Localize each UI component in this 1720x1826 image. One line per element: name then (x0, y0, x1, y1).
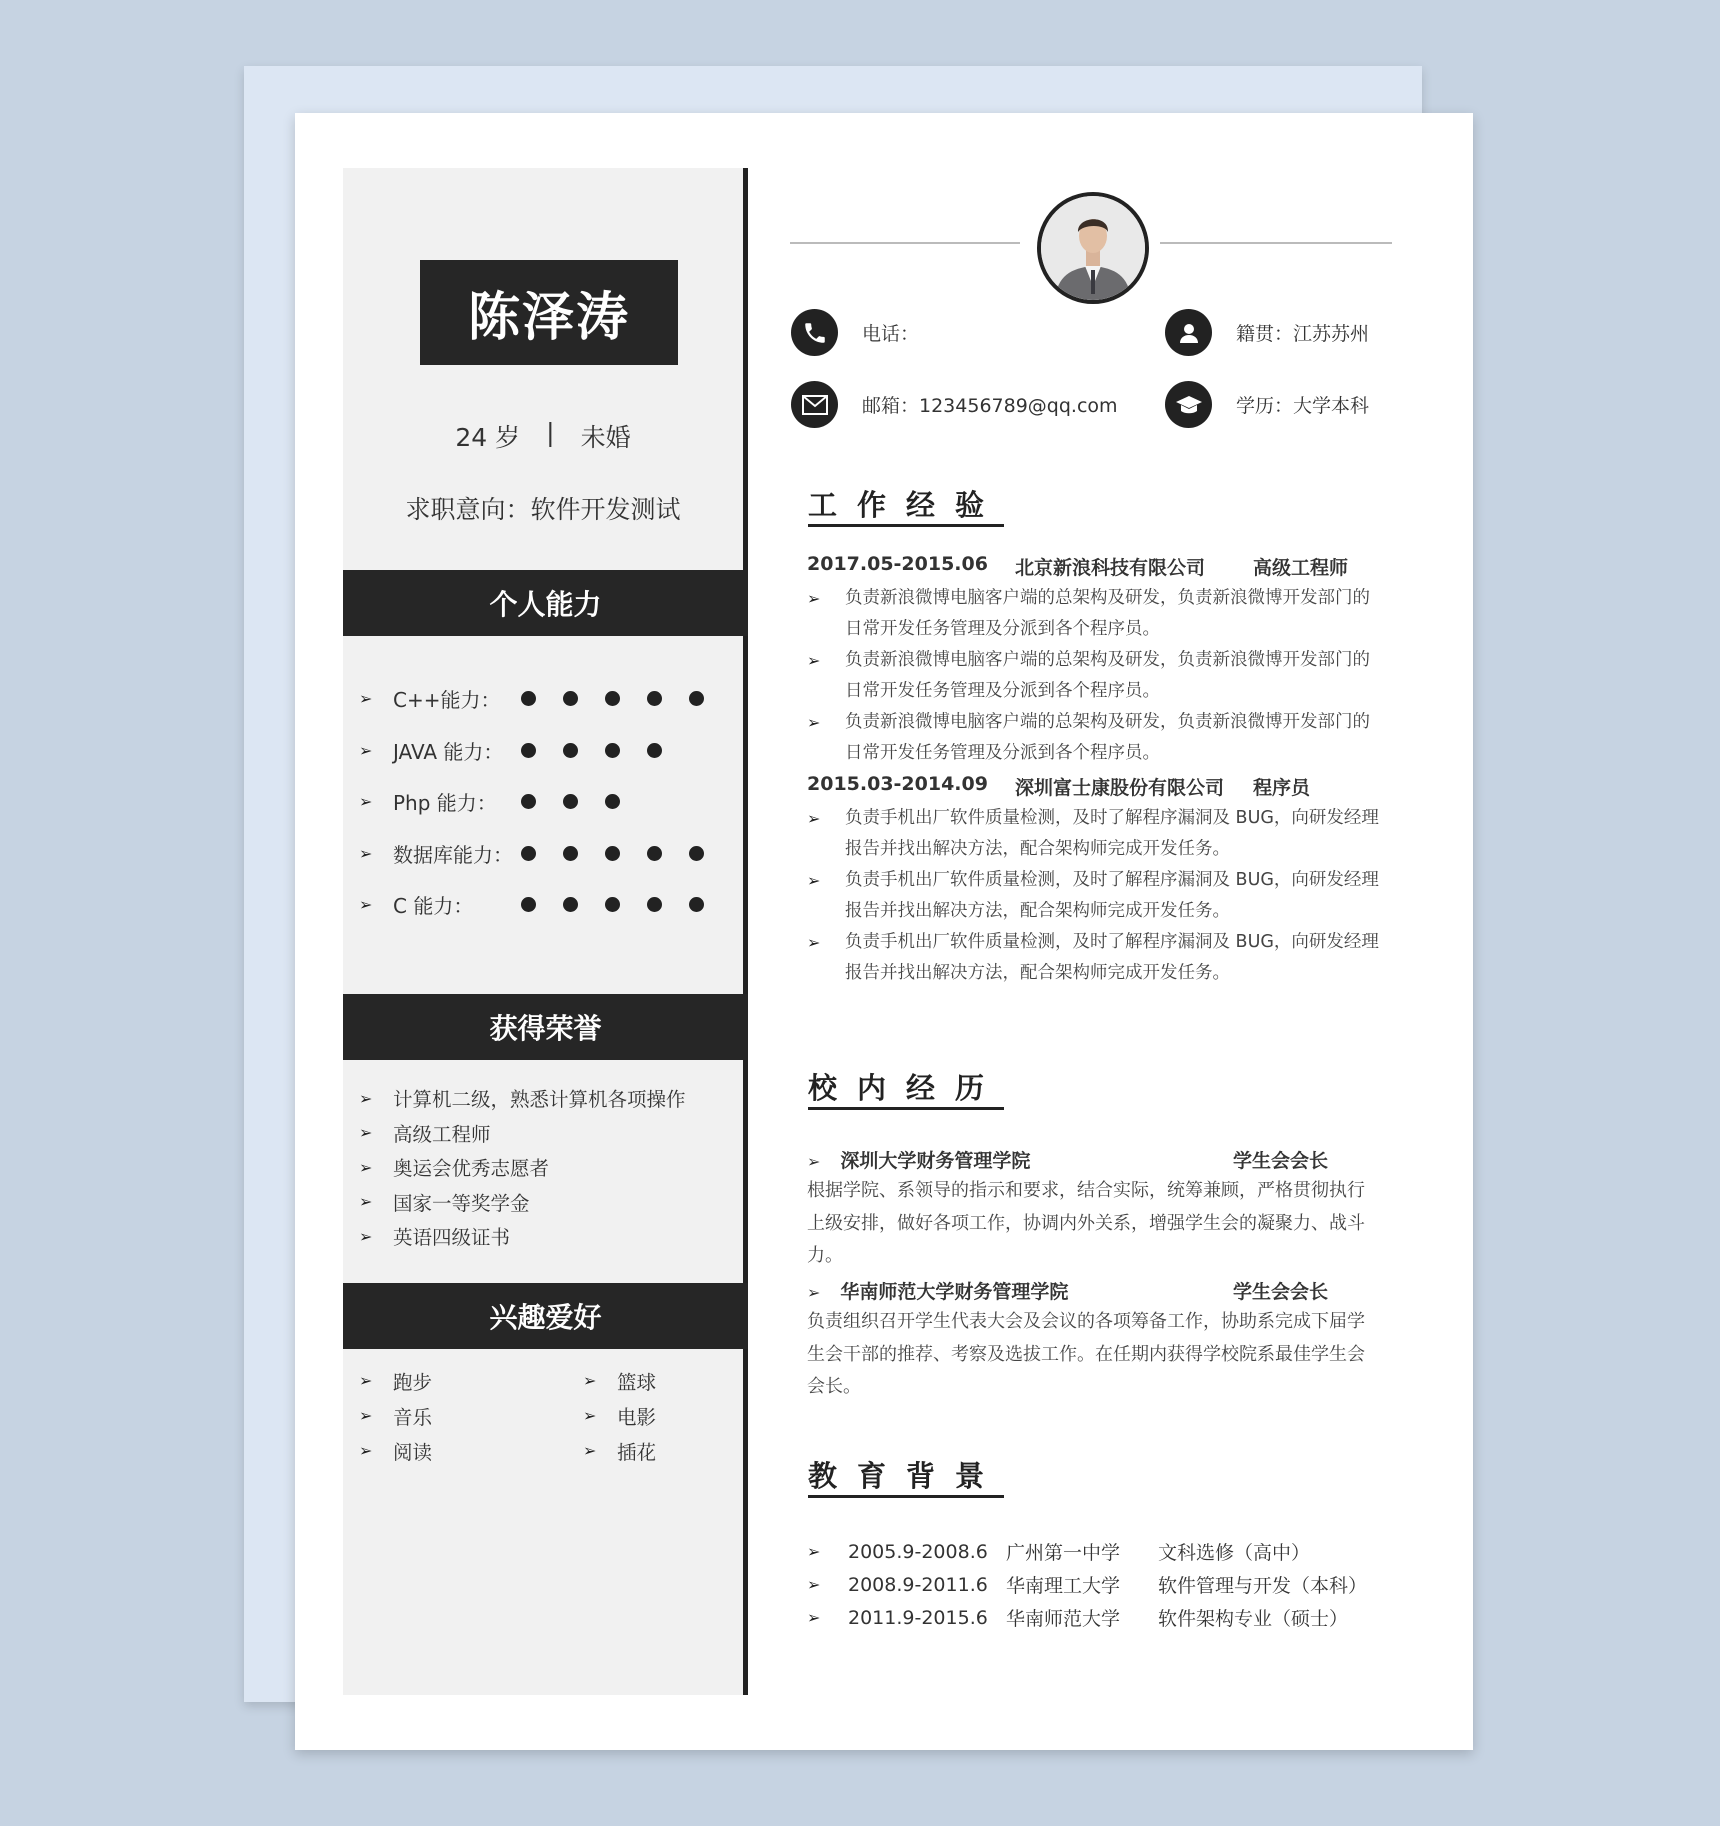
skill-label: C++能力： (393, 688, 501, 713)
job-company: 深圳富士康股份有限公司 (1015, 777, 1225, 799)
honors-header: 获得荣誉 (343, 994, 748, 1060)
user-icon (1165, 309, 1212, 356)
skill-dot (521, 743, 536, 758)
arrow-icon: ➢ (807, 871, 821, 890)
edu-row (807, 1601, 1407, 1634)
skill-label: JAVA 能力： (393, 739, 504, 764)
edu-period: 2005.9-2008.6 (848, 1540, 988, 1563)
campus-org: 深圳大学财务管理学院 (840, 1150, 1031, 1172)
honor-item (359, 1219, 739, 1254)
hobby-text: 电影 (617, 1405, 657, 1429)
skill-dot (521, 897, 536, 912)
skill-dot (647, 897, 662, 912)
hobby-item (583, 1363, 733, 1398)
edu-major: 软件管理与开发（本科） (1158, 1575, 1368, 1597)
skill-dot (521, 846, 536, 861)
contact-hometown (1165, 309, 1369, 356)
skill-dots (521, 846, 704, 861)
arrow-icon: ➢ (583, 1406, 597, 1425)
hobbies-list (359, 1363, 739, 1468)
arrow-icon: ➢ (359, 792, 373, 812)
campus-role: 学生会会长 (1233, 1150, 1329, 1172)
bullet-text: 负责手机出厂软件质量检测，及时了解程序漏洞及 BUG，向研发经理报告并找出解决方法，配合架构师完成开发任务。 (845, 870, 1379, 921)
edu-title: 教育背景 (808, 1457, 1004, 1498)
bullet-text: 负责新浪微博电脑客户端的总架构及研发，负责新浪微博开发部门的日常开发任务管理及分派到各个程序员。 (845, 650, 1370, 701)
arrow-icon: ➢ (807, 589, 821, 608)
arrow-icon: ➢ (359, 1441, 373, 1460)
person-photo-icon (1041, 196, 1145, 300)
job-header (807, 773, 1310, 800)
skill-dot (563, 691, 578, 706)
job-bullet (807, 645, 1387, 707)
honor-item (359, 1185, 739, 1220)
skill-dot (563, 846, 578, 861)
job-bullet (807, 865, 1387, 927)
skill-row (359, 673, 739, 725)
email-icon (791, 381, 838, 428)
bullet-text: 负责手机出厂软件质量检测，及时了解程序漏洞及 BUG，向研发经理报告并找出解决方法，配合架构师完成开发任务。 (845, 808, 1379, 859)
job-bullet (807, 707, 1387, 769)
avatar (1037, 192, 1149, 304)
skill-row (359, 725, 739, 777)
edu-school: 广州第一中学 (1006, 1542, 1121, 1564)
edu-list (807, 1535, 1407, 1634)
bullet-text: 负责新浪微博电脑客户端的总架构及研发，负责新浪微博开发部门的日常开发任务管理及分派到各个程序员。 (845, 588, 1370, 639)
skill-dots (521, 691, 704, 706)
edu-row (807, 1535, 1407, 1568)
arrow-icon: ➢ (359, 1088, 373, 1108)
hobby-item (359, 1398, 583, 1433)
honor-text: 计算机二级，熟悉计算机各项操作 (393, 1088, 686, 1112)
edu-major: 文科选修（高中） (1158, 1542, 1311, 1564)
arrow-icon: ➢ (359, 1226, 373, 1246)
resume-page (295, 113, 1473, 1750)
campus-org: 华南师范大学财务管理学院 (840, 1281, 1069, 1303)
honor-item (359, 1150, 739, 1185)
skill-dot (521, 794, 536, 809)
name-box: 陈泽涛 (420, 260, 678, 365)
arrow-icon: ➢ (359, 895, 373, 915)
hobby-item (583, 1433, 733, 1468)
contact-email (791, 381, 1118, 428)
email-text: 邮箱：123456789@qq.com (862, 395, 1118, 417)
arrow-icon: ➢ (359, 1371, 373, 1390)
job-period: 2015.03-2014.09 (807, 773, 988, 795)
honor-text: 英语四级证书 (393, 1226, 511, 1250)
skill-dot (563, 794, 578, 809)
job-period: 2017.05-2015.06 (807, 553, 988, 575)
skill-dots (521, 897, 704, 912)
skills-header: 个人能力 (343, 570, 748, 636)
contact-education (1165, 381, 1369, 428)
job-bullet (807, 927, 1387, 989)
edu-period: 2011.9-2015.6 (848, 1606, 988, 1629)
honors-list (359, 1081, 739, 1254)
graduation-cap-icon (1165, 381, 1212, 428)
arrow-icon: ➢ (807, 933, 821, 952)
arrow-icon: ➢ (807, 651, 821, 670)
hobby-text: 音乐 (393, 1405, 433, 1429)
arrow-icon: ➢ (807, 1608, 821, 1627)
skill-dots (521, 794, 620, 809)
hobby-text: 插花 (617, 1440, 657, 1464)
hobby-item (583, 1398, 733, 1433)
skill-row (359, 776, 739, 828)
honor-item (359, 1081, 739, 1116)
job-bullet (807, 583, 1387, 645)
skill-label: Php 能力： (393, 791, 497, 816)
marital-status: 未婚 (580, 423, 631, 452)
arrow-icon: ➢ (359, 740, 373, 760)
divider-right (1160, 242, 1392, 244)
skill-row (359, 828, 739, 880)
skill-row (359, 879, 739, 931)
separator: | (546, 418, 555, 447)
arrow-icon: ➢ (359, 689, 373, 709)
skill-dot (647, 691, 662, 706)
campus-desc: 负责组织召开学生代表大会及会议的各项筹备工作，协助系完成下届学生会干部的推荐、考察及选拔工作。在任期内获得学校院系最佳学生会会长。 (807, 1311, 1365, 1397)
arrow-icon: ➢ (359, 843, 373, 863)
arrow-icon: ➢ (807, 1152, 821, 1171)
skill-dot (605, 691, 620, 706)
skill-dot (563, 743, 578, 758)
skill-dot (563, 897, 578, 912)
skill-dot (689, 691, 704, 706)
skill-dot (689, 846, 704, 861)
edu-major: 软件架构专业（硕士） (1158, 1608, 1349, 1630)
skill-label: 数据库能力： (393, 842, 513, 867)
age: 24 岁 (455, 423, 521, 452)
bullet-text: 负责新浪微博电脑客户端的总架构及研发，负责新浪微博开发部门的日常开发任务管理及分派到各个程序员。 (845, 712, 1370, 763)
campus-title: 校内经历 (808, 1069, 1004, 1110)
job-title: 高级工程师 (1253, 557, 1349, 579)
job-title: 程序员 (1253, 777, 1311, 799)
arrow-icon: ➢ (583, 1441, 597, 1460)
skill-dot (647, 846, 662, 861)
education-text: 学历：大学本科 (1236, 395, 1370, 417)
skill-dot (605, 794, 620, 809)
job-bullet (807, 803, 1387, 865)
work-title: 工作经验 (808, 486, 1004, 527)
arrow-icon: ➢ (583, 1371, 597, 1390)
arrow-icon: ➢ (359, 1192, 373, 1212)
skill-dot (605, 743, 620, 758)
sidebar (343, 168, 748, 1695)
skill-dot (605, 846, 620, 861)
campus-header (807, 1146, 1387, 1173)
skill-dot (605, 897, 620, 912)
hobby-item (359, 1363, 583, 1398)
arrow-icon: ➢ (807, 713, 821, 732)
campus-role: 学生会会长 (1233, 1281, 1329, 1303)
skill-label: C 能力： (393, 894, 474, 919)
arrow-icon: ➢ (807, 1575, 821, 1594)
skill-dots (521, 743, 662, 758)
skills-list (359, 673, 739, 931)
age-line (343, 418, 743, 454)
job-header (807, 553, 1348, 580)
contact-phone (791, 309, 919, 356)
skill-dot (521, 691, 536, 706)
divider-left (790, 242, 1020, 244)
job-company: 北京新浪科技有限公司 (1015, 557, 1206, 579)
arrow-icon: ➢ (807, 809, 821, 828)
campus-desc: 根据学院、系领导的指示和要求，结合实际，统筹兼顾，严格贯彻执行上级安排，做好各项工作，协调内外关系，增强学生会的凝聚力、战斗力。 (807, 1180, 1365, 1266)
bullet-text: 负责手机出厂软件质量检测，及时了解程序漏洞及 BUG，向研发经理报告并找出解决方法，配合架构师完成开发任务。 (845, 932, 1379, 983)
hobby-text: 篮球 (617, 1370, 657, 1394)
arrow-icon: ➢ (359, 1406, 373, 1425)
hobbies-header: 兴趣爱好 (343, 1283, 748, 1349)
arrow-icon: ➢ (807, 1283, 821, 1302)
job-intent: 求职意向：软件开发测试 (405, 495, 681, 524)
edu-school: 华南理工大学 (1006, 1575, 1121, 1597)
hobby-text: 阅读 (393, 1440, 433, 1464)
edu-period: 2008.9-2011.6 (848, 1573, 988, 1596)
phone-icon (791, 309, 838, 356)
skill-dot (689, 897, 704, 912)
edu-school: 华南师范大学 (1006, 1608, 1121, 1630)
arrow-icon: ➢ (807, 1542, 821, 1561)
hobby-text: 跑步 (393, 1370, 433, 1394)
honor-text: 国家一等奖学金 (393, 1191, 530, 1215)
campus-header (807, 1277, 1387, 1304)
hobby-item (359, 1433, 583, 1468)
phone-text: 电话： (862, 323, 920, 345)
hometown-text: 籍贯：江苏苏州 (1236, 323, 1370, 345)
arrow-icon: ➢ (359, 1157, 373, 1177)
honor-item (359, 1116, 739, 1151)
honor-text: 奥运会优秀志愿者 (393, 1157, 550, 1181)
arrow-icon: ➢ (359, 1123, 373, 1143)
honor-text: 高级工程师 (393, 1122, 491, 1146)
skill-dot (647, 743, 662, 758)
edu-row (807, 1568, 1407, 1601)
